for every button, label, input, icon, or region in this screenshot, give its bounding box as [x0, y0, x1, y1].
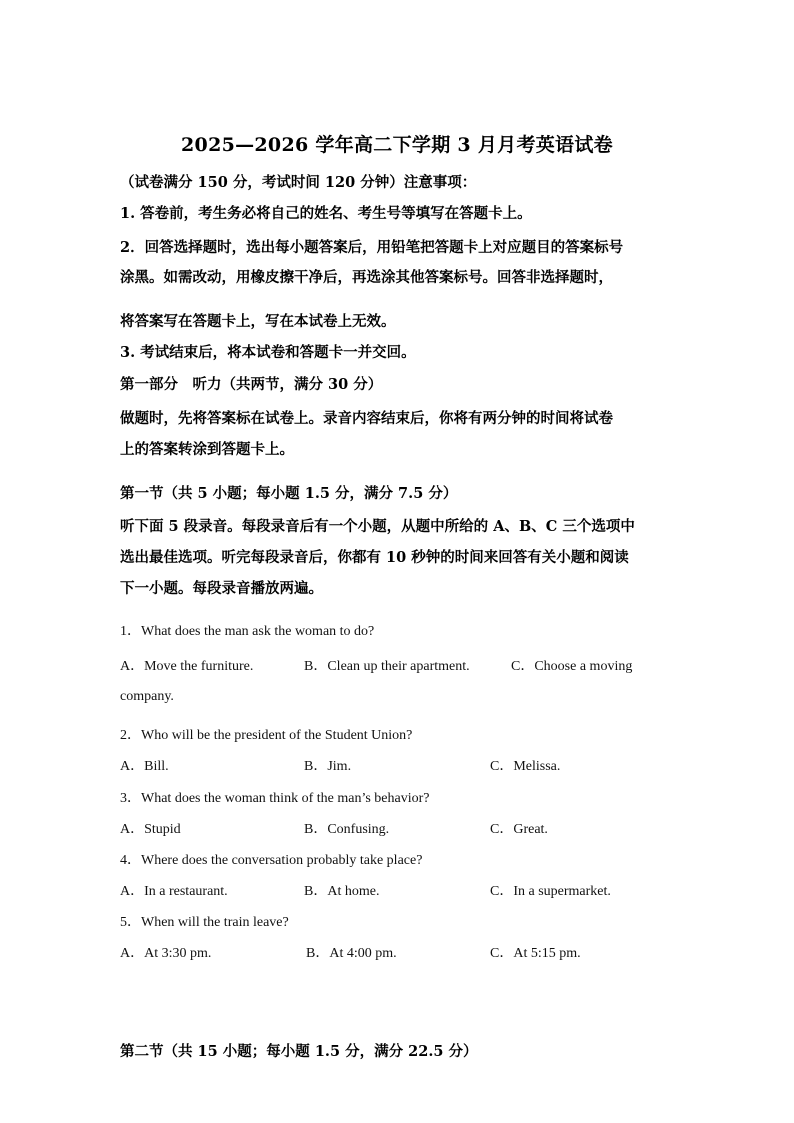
- section-1-heading: 第一节（共 5 小题；每小题 1.5 分，满分 7.5 分）: [120, 485, 458, 502]
- question-5-option-c: C．At 5:15 pm.: [490, 946, 581, 961]
- question-1-option-a: A．Move the furniture.: [120, 659, 254, 674]
- question-1-option-c: C．Choose a moving: [511, 659, 633, 674]
- question-1-option-b: B．Clean up their apartment.: [304, 659, 470, 674]
- question-3-stem: 3．What does the woman think of the man’s behavior?: [120, 791, 430, 806]
- question-5-stem: 5．When will the train leave?: [120, 915, 289, 930]
- section-1-instruction-line-2: 选出最佳选项。听完每段录音后，你都有 10 秒钟的时间来回答有关小题和阅读: [120, 549, 629, 566]
- exam-info: （试卷满分 150 分，考试时间 120 分钟）注意事项：: [120, 174, 477, 191]
- note-2-line-3: 将答案写在答题卡上，写在本试卷上无效。: [120, 313, 396, 330]
- question-3-option-c: C．Great.: [490, 822, 548, 837]
- note-2-line-1: 2．回答选择题时，选出每小题答案后，用铅笔把答题卡上对应题目的答案标号: [120, 239, 624, 256]
- note-2-line-2: 涂黑。如需改动，用橡皮擦干净后，再选涂其他答案标号。回答非选择题时，: [120, 269, 613, 286]
- section-1-instruction-line-3: 下一小题。每段录音播放两遍。: [120, 580, 323, 597]
- question-4-option-a: A．In a restaurant.: [120, 884, 228, 899]
- section-2-heading: 第二节（共 15 小题；每小题 1.5 分，满分 22.5 分）: [120, 1043, 478, 1060]
- question-2-option-b: B．Jim.: [304, 759, 352, 774]
- note-3: 3. 考试结束后，将本试卷和答题卡一并交回。: [120, 344, 416, 361]
- question-1-option-c-continued: company.: [120, 689, 174, 704]
- part-1-heading: 第一部分 听力（共两节，满分 30 分）: [120, 376, 383, 393]
- question-4-option-c: C．In a supermarket.: [490, 884, 611, 899]
- note-1: 1. 答卷前，考生务必将自己的姓名、考生号等填写在答题卡上。: [120, 205, 532, 222]
- question-2-stem: 2．Who will be the president of the Student Union?: [120, 728, 413, 743]
- question-3-option-b: B．Confusing.: [304, 822, 390, 837]
- question-3-option-a: A．Stupid: [120, 822, 181, 837]
- question-1-stem: 1．What does the man ask the woman to do?: [120, 624, 375, 639]
- page-title: 2025—2026 学年高二下学期 3 月月考英语试卷: [181, 134, 613, 156]
- question-4-stem: 4．Where does the conversation probably take place?: [120, 853, 423, 868]
- part-1-instruction-line-1: 做题时，先将答案标在试卷上。录音内容结束后，你将有两分钟的时间将试卷: [120, 410, 613, 427]
- question-5-option-a: A．At 3:30 pm.: [120, 946, 212, 961]
- question-4-option-b: B．At home.: [304, 884, 380, 899]
- question-2-option-c: C．Melissa.: [490, 759, 561, 774]
- section-1-instruction-line-1: 听下面 5 段录音。每段录音后有一个小题，从题中所给的 A、B、C 三个选项中: [120, 518, 635, 535]
- question-2-option-a: A．Bill.: [120, 759, 169, 774]
- question-5-option-b: B．At 4:00 pm.: [306, 946, 397, 961]
- part-1-instruction-line-2: 上的答案转涂到答题卡上。: [120, 441, 294, 458]
